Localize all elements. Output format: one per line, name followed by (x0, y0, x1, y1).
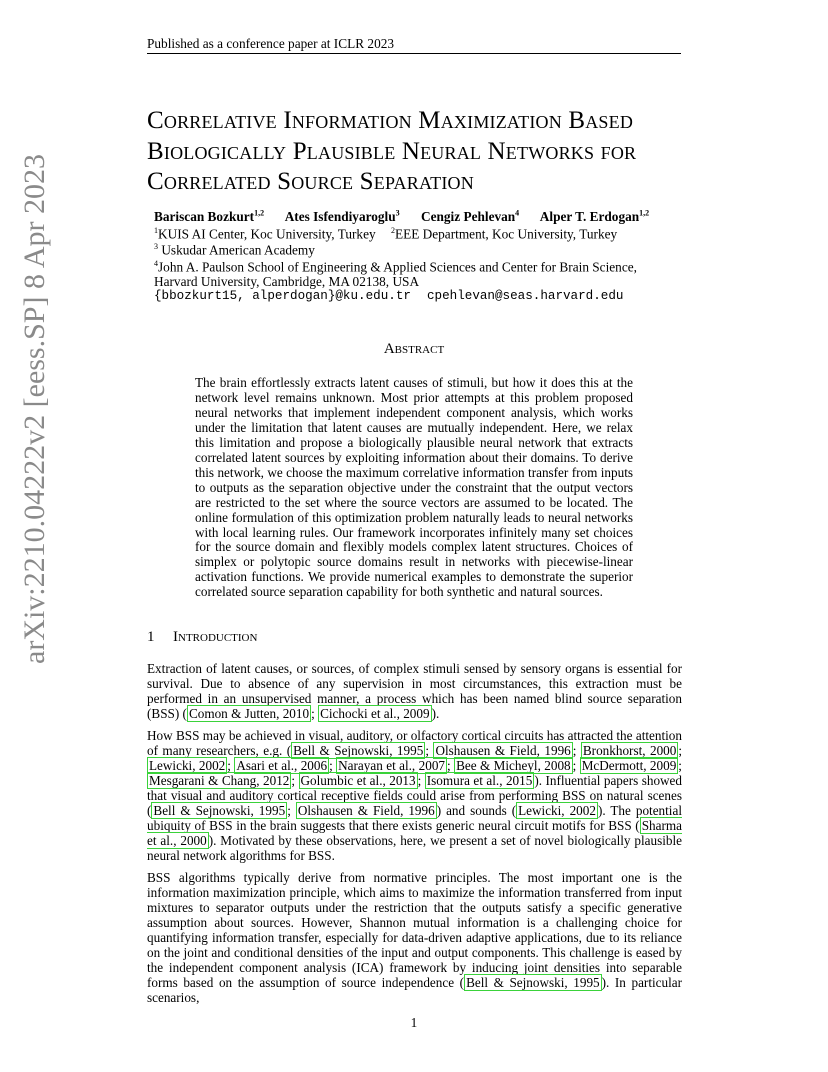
citation-link[interactable]: Sharma et al., 2000 (147, 817, 682, 848)
author: Ates Isfendiyaroglu$^3$ (284, 209, 400, 225)
email[interactable]: cpehlevan@seas.harvard.edu (426, 289, 624, 303)
citation-link[interactable]: Bell & Sejnowski, 1995 (466, 974, 600, 990)
paragraph: BSS algorithms typically derive from normative principles. The most important one is the information maximization principle, which aims to maximize the information transferred from input mixtures to separator outputs under the restriction that the outputs satisfy a specific generative assumption about sources. However, Shannon mutual information is a challenging choice for quantifying information transfer, especially for data-driven adaptive applications, due to its reliance on the joint and conditional densities of the input and output components. This challenge is eased by the independent component analysis (ICA) framework by inducing joint densities into separable forms based on the assumption of source independence ( Bell & Sejnowski, 1995 ). In particular scenarios, (147, 870, 683, 1005)
running-header: Published as a conference paper at ICLR 2023 (147, 36, 395, 51)
affiliation-line: $^3$ Uskudar American Academy (154, 242, 315, 258)
citation-link[interactable]: Bell & Sejnowski, 1995 (293, 742, 424, 758)
section-heading (147, 629, 257, 646)
arxiv-identifier: arXiv:2210.04222v2 [eess.SP] 8 Apr 2023 (18, 154, 51, 664)
citation-link[interactable]: Isomura et al., 2015 (426, 772, 533, 788)
affiliation-line: Harvard University, Cambridge, MA 02138, USA (154, 274, 420, 289)
citation-link[interactable]: Mesgarani & Chang, 2012 (149, 772, 290, 788)
title-line-2: Biologically Plausible Neural Networks for (147, 137, 637, 165)
citation-link[interactable]: Olshausen & Field, 1996 (297, 802, 435, 818)
citation-link[interactable]: Bell & Sejnowski, 1995 (153, 802, 286, 818)
section-title: Introduction (173, 629, 258, 645)
section-number: 1 (147, 629, 155, 645)
header-rule (147, 53, 681, 54)
citation-link[interactable]: Cichocki et al., 2009 (320, 705, 430, 721)
citation-link[interactable]: Bee & Micheyl, 2008 (456, 757, 571, 773)
abstract-heading: Abstract (383, 341, 445, 357)
citation-link[interactable]: Bronkhorst, 2000 (582, 742, 677, 758)
paper-title (147, 106, 707, 198)
author: Cengiz Pehlevan$^4$ (420, 209, 520, 225)
author: Bariscan Bozkurt$^{1,2}$ (154, 209, 265, 225)
affiliation-line: $^4$John A. Paulson School of Engineering & Applied Sciences and Center for Brain Science, (154, 259, 637, 275)
citation-link[interactable]: Lewicki, 2002 (149, 757, 226, 773)
title-line-1: Correlative Information Maximization Based (147, 107, 634, 134)
abstract-text: The brain effortlessly extracts latent causes of stimuli, but how it does this at the network level remains unknown. Most prior attempts at this problem proposed neural networks that implement independent component analysis, which works under the limitation that latent causes are mutually independent. Here, we relax this limitation and propose a biologically plausible neural network that extracts correlated latent sources by exploiting information about their domains. To derive this network, we choose the maximum correlative information transfer from inputs to outputs as the separation objective under the constraint that the output vectors are restricted to the set where the source vectors are assumed to be located. The online formulation of this optimization problem naturally leads to neural networks with local learning rules. Our framework incorporates infinitely many set choices for the source domain and flexibly models complex latent structures. Choices of simplex or polytopic source domains result in networks with piecewise-linear activation functions. We provide numerical examples to demonstrate the superior correlated source separation capability for both synthetic and natural sources. (195, 375, 633, 600)
citation-link[interactable]: Narayan et al., 2007 (338, 757, 446, 773)
paragraph: Extraction of latent causes, or sources, of complex stimuli sensed by sensory organs is essential for survival. Due to absence of any supervision in most circumstances, this extraction must be performed in an unsupervised manner, a process which has been named blind source separation (BSS) ( Comon & Jutten, 2010 ; Cichocki et al., 2009 ). (147, 661, 682, 721)
email[interactable]: {bbozkurt15, alperdogan}@ku.edu.tr (154, 289, 411, 303)
page-number: 1 (410, 1015, 418, 1030)
title-line-3: Correlated Source Separation (147, 168, 474, 195)
citation-link[interactable]: Lewicki, 2002 (518, 802, 596, 818)
author-emails (154, 289, 623, 303)
paragraph: How BSS may be achieved in visual, auditory, or olfactory cortical circuits has attracted the attention of many researchers, e.g. ( Bell & Sejnowski, 1995 ; Olshausen & Field, 1996 ; Bronkhorst, 2000 ; Lewicki, 2002 ; Asari et al., 2006 ; Narayan et al., 2007 ; Bee & Micheyl, 2008 ; McDermott, 2009 ; Mesgarani & Chang, 2012 ; Golumbic et al., 2013 ; Isomura et al., 2015 ). Influential papers showed that visual and auditory cortical receptive fields could arise from performing BSS on natural scenes ( Bell & Sejnowski, 1995 ; Olshausen & Field, 1996 ) and sounds ( Lewicki, 2002 ). The potential ubiquity of BSS in the brain suggests that there exists generic neural circuit motifs for BSS ( Sharma et al., 2000 ). Motivated by these observations, here, we present a set of novel biologically plausible neural network algorithms for BSS. (147, 728, 683, 863)
affiliation-line: $^1$KUIS AI Center, Koc University, Turkey $^2$EEE Department, Koc University, Turkey (154, 226, 618, 242)
citation-link[interactable]: Olshausen & Field, 1996 (435, 742, 571, 758)
citation-link[interactable]: McDermott, 2009 (581, 757, 677, 773)
citation-link[interactable]: Comon & Jutten, 2010 (188, 705, 310, 721)
citation-link[interactable]: Asari et al., 2006 (236, 757, 328, 773)
author-list (154, 209, 667, 225)
citation-link[interactable]: Golumbic et al., 2013 (300, 772, 416, 788)
author: Alper T. Erdogan$^{1,2}$ (539, 209, 650, 225)
